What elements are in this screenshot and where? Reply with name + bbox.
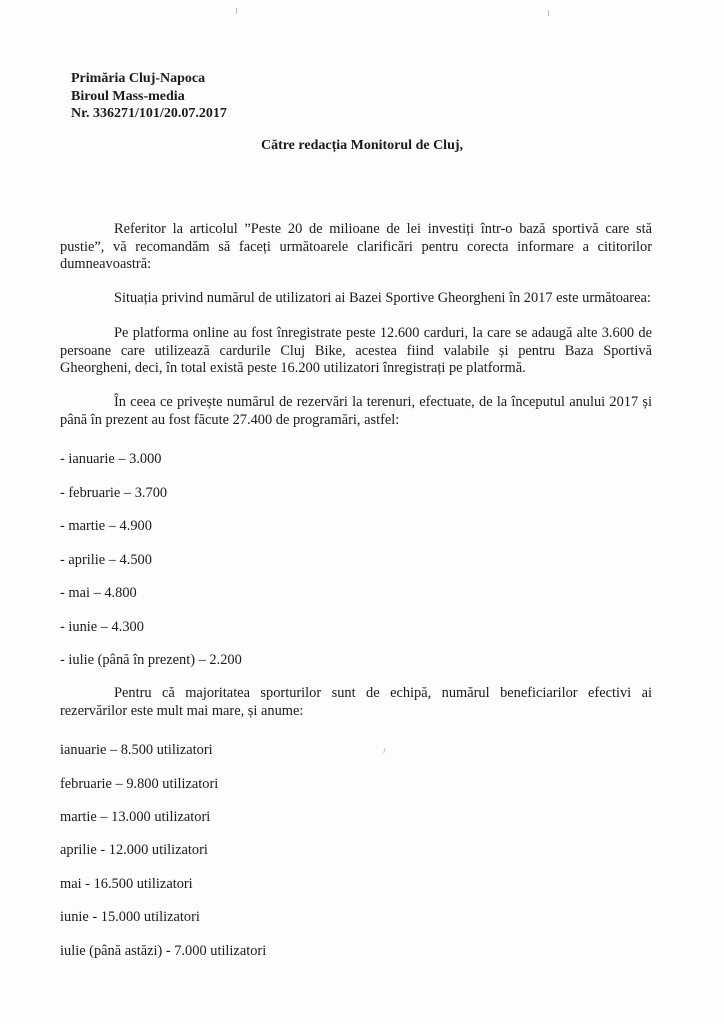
paragraph-teams: Pentru că majoritatea sporturilor sunt de echipă, numărul beneficiarilor efectivi ai rezervărilor este mult mai mare, și anume: <box>60 685 652 719</box>
list-item: mai - 16.500 utilizatori <box>60 876 193 892</box>
recipient-line: Către redacția Monitorul de Cluj, <box>260 138 464 153</box>
list-item: iunie - 15.000 utilizatori <box>60 909 200 925</box>
paragraph-reservations: În ceea ce privește numărul de rezervări la terenuri, efectuate, de la începutul anului 2017 și până în prezent au fost făcute 27.400 de programări, astfel: <box>60 394 652 428</box>
sender-department: Biroul Mass-media <box>71 88 185 104</box>
list-item: - martie – 4.900 <box>60 518 152 534</box>
paragraph-situation: Situația privind numărul de utilizatori ai Bazei Sportive Gheorgheni în 2017 este următoarea: <box>114 290 651 306</box>
paragraph-platform: Pe platforma online au fost înregistrate peste 12.600 carduri, la care se adaugă alte 3.600 de persoane care utilizează cardurile Cluj Bike, acestea fiind valabile și pentru Baza Sportivă Gheorgheni, deci, în total există peste 16.200 utilizatori înregistrați pe platformă. <box>60 325 652 376</box>
list-item: martie – 13.000 utilizatori <box>60 809 211 825</box>
list-item: - iunie – 4.300 <box>60 619 144 635</box>
list-item: - mai – 4.800 <box>60 585 137 601</box>
list-item: ianuarie – 8.500 utilizatori <box>60 742 213 758</box>
scan-speck <box>548 10 549 16</box>
list-item: - februarie – 3.700 <box>60 485 168 501</box>
list-item: - iulie (până în prezent) – 2.200 <box>60 652 242 668</box>
list-item: aprilie - 12.000 utilizatori <box>60 842 208 858</box>
sender-institution: Primăria Cluj-Napoca <box>71 71 206 86</box>
scan-speck <box>383 748 386 753</box>
list-item: - ianuarie – 3.000 <box>60 451 162 467</box>
registration-number: Nr. 336271/101/20.07.2017 <box>71 106 227 121</box>
paragraph-intro: Referitor la articolul ”Peste 20 de milioane de lei investiți într-o bază sportivă care stă pustie”, vă recomandăm să faceți următoarele clarificări pentru corecta informare a cititorilor dumneavoastră: <box>60 221 652 272</box>
list-item: - aprilie – 4.500 <box>60 552 152 568</box>
sender-header <box>71 70 227 123</box>
scan-speck <box>236 8 237 14</box>
list-item: februarie – 9.800 utilizatori <box>60 776 219 792</box>
list-item: iulie (până astăzi) - 7.000 utilizatori <box>60 943 267 959</box>
